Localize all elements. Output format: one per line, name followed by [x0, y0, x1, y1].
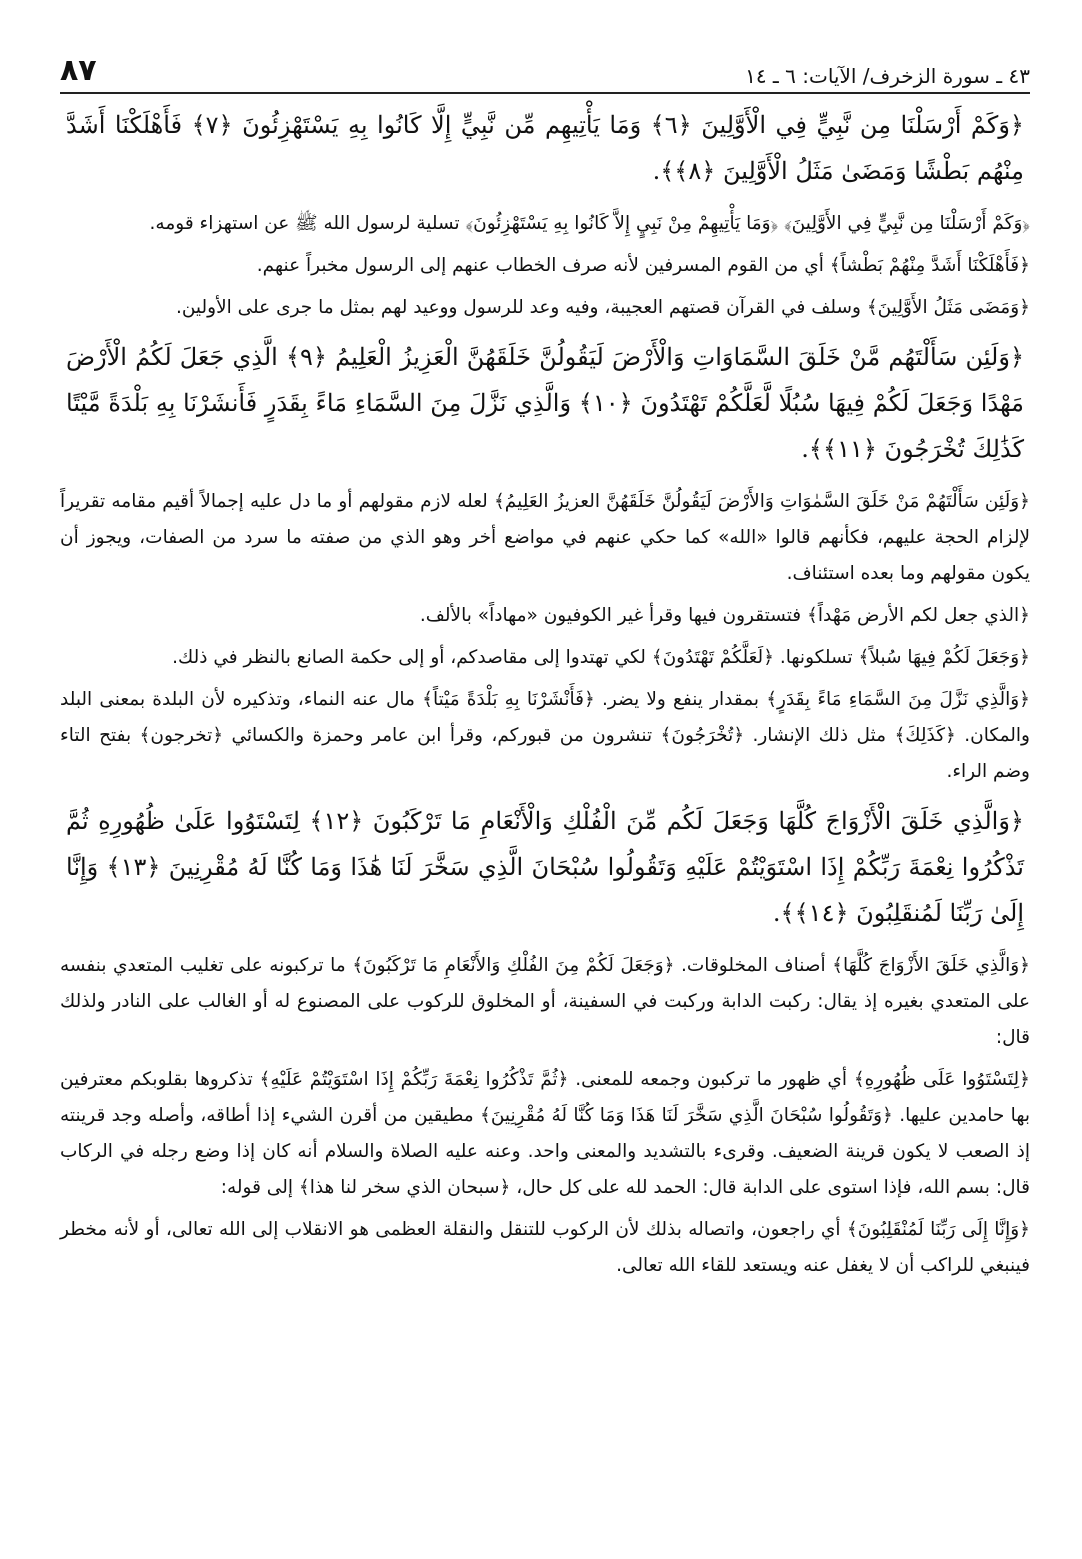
commentary-paragraph: ﴿الذي جعل لكم الأرض مَهْداً﴾ فتستقرون فيها وقرأ غير الكوفيون «مهاداً» بالألف. [419, 605, 1030, 626]
commentary-paragraph: ﴿وَكَمْ أَرْسَلْنَا مِن نَّبِيٍّ فِي الأَوَّلِينَ﴾ ﴿وَمَا يَأْتِيهِمْ مِنْ نَبِيٍ إِلاَّ كَانُوا بِهِ يَسْتَهْزِئُونَ﴾ تسلية لرسول الله ﷺ عن استهزاء قومه. [149, 213, 1030, 234]
commentary-paragraph: ﴿فَأَهْلَكْنَا أَشَدَّ مِنْهُمْ بَطْشاً﴾ أي من القوم المسرفين لأنه صرف الخطاب عنهم إلى الرسول مخبراً عنهم. [256, 255, 1030, 276]
commentary-paragraph: ﴿وَالَّذِي نَزَّلَ مِنَ السَّمَاءِ مَاءً بِقَدَرٍ﴾ بمقدار ينفع ولا يضر. ﴿فَأَنْشَرْنَا بِهِ بَلْدَةً مَيْتاً﴾ مال عنه النماء، وتذكيره لأن البلدة بمعنى البلد والمكان. ﴿كَذَلِكَ﴾ مثل ذلك الإنشار. ﴿تُخْرَجُونَ﴾ تنشرون من قبوركم، وقرأ ابن عامر وحمزة والكسائي ﴿تخرجون﴾ بفتح التاء وضم الراء. [60, 689, 1030, 782]
running-title: ٤٣ ـ سورة الزخرف/ الآيات: ٦ ـ ١٤ [745, 64, 1030, 88]
page [60, 40, 1030, 1290]
commentary-paragraph: ﴿وَإِنَّا إِلَى رَبِّنَا لَمُنْقَلِبُونَ﴾ أي راجعون، واتصاله بذلك لأن الركوب للتنقل والنقلة العظمى هو الانقلاب إلى الله تعالى، أو لأنه مخطر فينبغي للراكب أن لا يغفل عنه ويستعد للقاء الله تعالى. [60, 1219, 1030, 1276]
page-body [60, 102, 1030, 1284]
page-number: ٨٧ [60, 53, 97, 88]
quran-verses-block: ﴿وَلَئِن سَأَلْتَهُم مَّنْ خَلَقَ السَّمَاوَاتِ وَالْأَرْضَ لَيَقُولُنَّ خَلَقَهُنَّ الْعَزِيزُ الْعَلِيمُ ﴿٩﴾ الَّذِي جَعَلَ لَكُمُ الْأَرْضَ مَهْدًا وَجَعَلَ لَكُمْ فِيهَا سُبُلًا لَّعَلَّكُمْ تَهْتَدُونَ ﴿١٠﴾ وَالَّذِي نَزَّلَ مِنَ السَّمَاءِ مَاءً بِقَدَرٍ فَأَنشَرْنَا بِهِ بَلْدَةً مَّيْتًا كَذَٰلِكَ تُخْرَجُونَ ﴿١١﴾﴾. [66, 343, 1025, 463]
quran-verses-block: ﴿وَكَمْ أَرْسَلْنَا مِن نَّبِيٍّ فِي الْأَوَّلِينَ ﴿٦﴾ وَمَا يَأْتِيهِم مِّن نَّبِيٍّ إِلَّا كَانُوا بِهِ يَسْتَهْزِئُونَ ﴿٧﴾ فَأَهْلَكْنَا أَشَدَّ مِنْهُم بَطْشًا وَمَضَىٰ مَثَلُ الْأَوَّلِينَ ﴿٨﴾﴾. [66, 111, 1024, 185]
commentary-paragraph: ﴿لِتَسْتَوُوا عَلَى ظُهُورِهِ﴾ أي ظهور ما تركبون وجمعه للمعنى. ﴿ثُمَّ تَذْكُرُوا نِعْمَةَ رَبِّكُمْ إِذَا اسْتَوَيْتُمْ عَلَيْهِ﴾ تذكروها بقلوبكم معترفين بها حامدين عليها. ﴿وَتَقُولُوا سُبْحَانَ الَّذِي سَخَّرَ لَنَا هَذَا وَمَا كُنَّا لَهُ مُقْرِنِينَ﴾ مطيقين من أقرن الشيء إذا أطاقه، وأصله وجد قرينته إذ الصعب لا يكون قرينة الضعيف. وقرىء بالتشديد والمعنى واحد. وعنه عليه الصلاة والسلام أنه كان إذا وضع رجله في الركاب قال: بسم الله، فإذا استوى على الدابة قال: الحمد لله على كل حال، ﴿سبحان الذي سخر لنا هذا﴾ إلى قوله: [60, 1069, 1030, 1198]
commentary-paragraph: ﴿وَلَئِن سَأَلْتَهُمْ مَنْ خَلَقَ السَّمٰوَاتِ وَالأَرْضَ لَيَقُولُنَّ خَلَقَهُنَّ العزيزُ العَلِيمُ﴾ لعله لازم مقولهم أو ما دل عليه إجمالاً أقيم مقامه تقريراً لإلزام الحجة عليهم، فكأنهم قالوا «الله» كما حكي عنهم في مواضع أخر وهو الذي من صفته ما سرد من الصفات، ويجوز أن يكون مقولهم وما بعده استئناف. [60, 491, 1030, 584]
commentary-paragraph: ﴿وَمَضَى مَثَلُ الأَوَّلِينَ﴾ وسلف في القرآن قصتهم العجيبة، وفيه وعد للرسول ووعيد لهم بمثل ما جرى على الأولين. [175, 297, 1030, 318]
commentary-paragraph: ﴿وَجَعَلَ لَكُمْ فِيهَا سُبلاً﴾ تسلكونها. ﴿لَعَلَّكُمْ تَهْتَدُونَ﴾ لكي تهتدوا إلى مقاصدكم، أو إلى حكمة الصانع بالنظر في ذلك. [172, 647, 1030, 668]
quran-verses-block: ﴿وَالَّذِي خَلَقَ الْأَزْوَاجَ كُلَّهَا وَجَعَلَ لَكُم مِّنَ الْفُلْكِ وَالْأَنْعَامِ مَا تَرْكَبُونَ ﴿١٢﴾ لِتَسْتَوُوا عَلَىٰ ظُهُورِهِ ثُمَّ تَذْكُرُوا نِعْمَةَ رَبِّكُمْ إِذَا اسْتَوَيْتُمْ عَلَيْهِ وَتَقُولُوا سُبْحَانَ الَّذِي سَخَّرَ لَنَا هَٰذَا وَمَا كُنَّا لَهُ مُقْرِنِينَ ﴿١٣﴾ وَإِنَّا إِلَىٰ رَبِّنَا لَمُنقَلِبُونَ ﴿١٤﴾﴾. [66, 807, 1024, 927]
commentary-paragraph: ﴿وَالَّذِي خَلَقَ الأَزْوَاجَ كُلَّهَا﴾ أصناف المخلوقات. ﴿وَجَعَلَ لَكُمْ مِنَ الفُلْكِ وَالأَنْعَامِ مَا تَرْكَبُونَ﴾ ما تركبونه على تغليب المتعدي بنفسه على المتعدي بغيره إذ يقال: ركبت الدابة وركبت في السفينة، أو المخلوق للركوب على المصنوع له أو الغالب على النادر ولذلك قال: [60, 955, 1030, 1048]
page-header [60, 40, 1030, 94]
